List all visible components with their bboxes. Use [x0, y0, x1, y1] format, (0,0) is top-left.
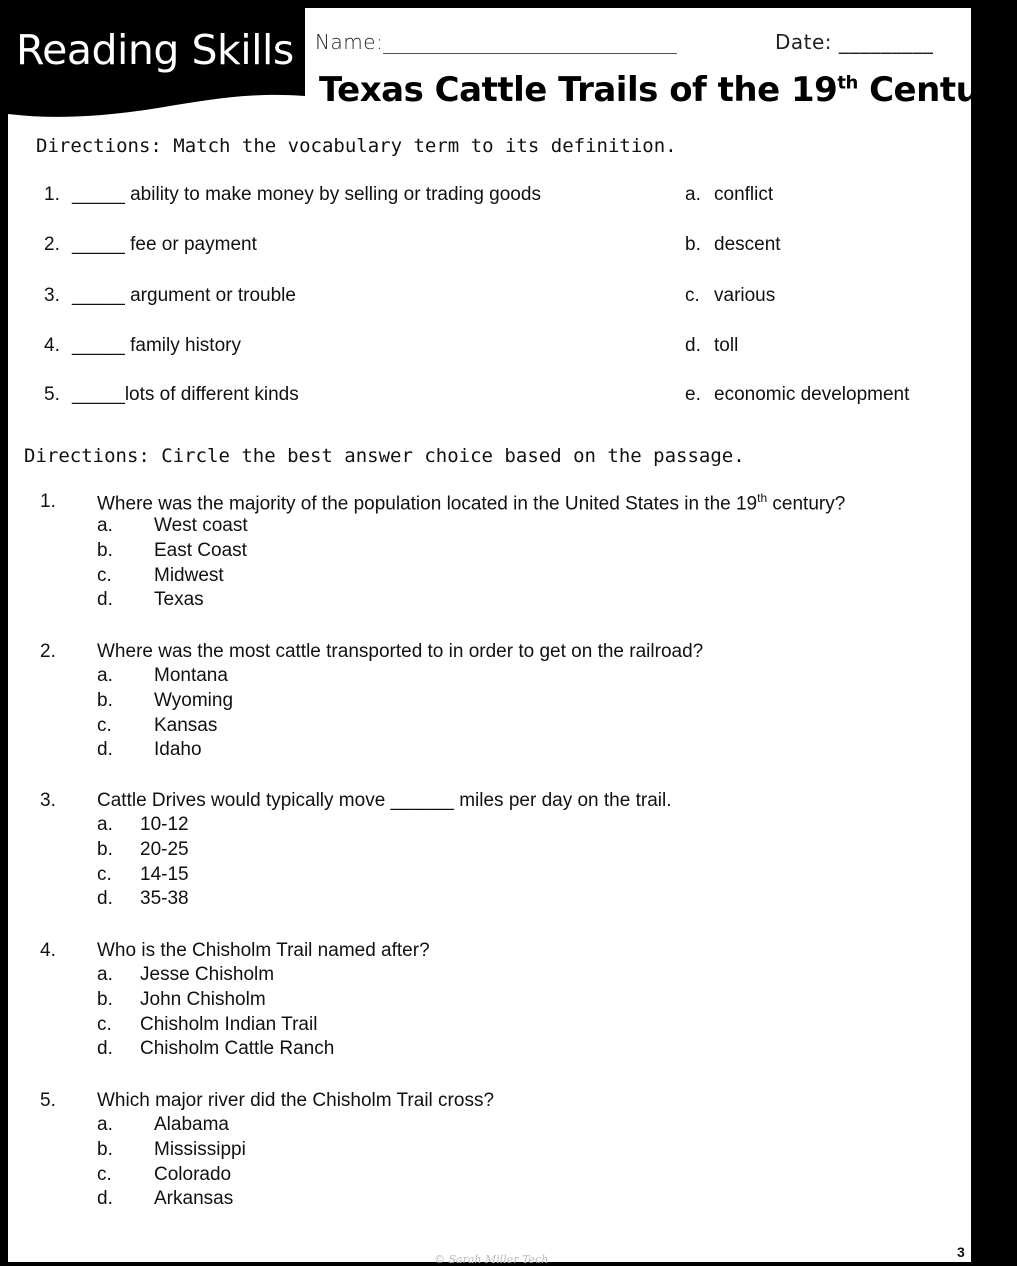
vocab-number: 3.: [44, 285, 60, 306]
vocab-number: 1.: [44, 184, 60, 205]
name-blank[interactable]: ____________________________: [383, 30, 678, 54]
page-number: 3: [957, 1244, 965, 1260]
option-letter: b.: [97, 690, 113, 711]
vocab-term: conflict: [714, 184, 774, 205]
option-text[interactable]: West coast: [154, 515, 248, 536]
option-letter: b.: [97, 989, 113, 1010]
worksheet-page: [8, 8, 1017, 1266]
name-field[interactable]: [315, 30, 677, 54]
option-text[interactable]: Chisholm Cattle Ranch: [140, 1038, 335, 1059]
option-text[interactable]: Texas: [154, 589, 204, 610]
question-text: Who is the Chisholm Trail named after?: [97, 940, 430, 961]
option-letter: c.: [97, 565, 112, 586]
option-letter: a.: [97, 1114, 113, 1135]
vocab-definition[interactable]: _____ argument or trouble: [72, 285, 296, 306]
option-letter: a.: [97, 515, 113, 536]
question-number: 2.: [40, 641, 56, 662]
vocab-letter: b.: [685, 234, 701, 255]
option-letter: b.: [97, 1139, 113, 1160]
option-letter: a.: [97, 665, 113, 686]
vocab-letter: d.: [685, 335, 701, 356]
option-letter: a.: [97, 814, 113, 835]
vocab-number: 2.: [44, 234, 60, 255]
date-blank[interactable]: _________: [838, 30, 934, 54]
option-letter: c.: [97, 864, 112, 885]
vocab-letter: c.: [685, 285, 700, 306]
option-letter: c.: [97, 715, 112, 736]
question-text: Where was the most cattle transported to in order to get on the railroad?: [97, 641, 704, 662]
option-letter: d.: [97, 1038, 113, 1059]
question-number: 1.: [40, 491, 56, 512]
option-text[interactable]: Mississippi: [154, 1139, 246, 1160]
question-number: 5.: [40, 1090, 56, 1111]
vocab-definition[interactable]: _____ ability to make money by selling or trading goods: [72, 184, 541, 205]
option-letter: d.: [97, 888, 113, 909]
option-text[interactable]: Montana: [154, 665, 228, 686]
vocab-letter: a.: [685, 184, 701, 205]
option-text[interactable]: Chisholm Indian Trail: [140, 1014, 318, 1035]
option-letter: d.: [97, 589, 113, 610]
option-text[interactable]: Kansas: [154, 715, 218, 736]
worksheet-title: Texas Cattle Trails of the 19th Century: [319, 70, 1017, 110]
option-text[interactable]: Wyoming: [154, 690, 234, 711]
option-letter: b.: [97, 839, 113, 860]
vocab-definition[interactable]: _____ family history: [72, 335, 241, 356]
option-text[interactable]: Midwest: [154, 565, 224, 586]
option-text[interactable]: Arkansas: [154, 1188, 234, 1209]
option-text[interactable]: Idaho: [154, 739, 202, 760]
vocab-letter: e.: [685, 384, 701, 405]
question-number: 4.: [40, 940, 56, 961]
vocab-number: 4.: [44, 335, 60, 356]
option-text[interactable]: 10-12: [140, 814, 189, 835]
vocab-term: various: [714, 285, 776, 306]
date-field[interactable]: [775, 30, 933, 54]
option-letter: c.: [97, 1014, 112, 1035]
option-text[interactable]: John Chisholm: [140, 989, 266, 1010]
vocab-directions: Directions: Match the vocabulary term to its definition.: [36, 135, 677, 157]
option-text[interactable]: 20-25: [140, 839, 189, 860]
vocab-definition[interactable]: _____ fee or payment: [72, 234, 257, 255]
vocab-definition[interactable]: _____lots of different kinds: [72, 384, 299, 405]
option-text[interactable]: Colorado: [154, 1164, 232, 1185]
option-text[interactable]: Alabama: [154, 1114, 229, 1135]
option-text[interactable]: 35-38: [140, 888, 189, 909]
option-letter: a.: [97, 964, 113, 985]
option-text[interactable]: 14-15: [140, 864, 189, 885]
reading-skills-badge: [8, 8, 305, 124]
badge-label: Reading Skills: [16, 26, 294, 74]
vocab-term: toll: [714, 335, 739, 356]
name-label: Name:: [315, 30, 384, 54]
vocab-term: descent: [714, 234, 781, 255]
question-text: Where was the majority of the population located in the United States in the 19th century?: [97, 491, 846, 515]
question-text: Cattle Drives would typically move ______ miles per day on the trail.: [97, 790, 672, 811]
date-label: Date:: [775, 30, 833, 54]
vocab-number: 5.: [44, 384, 60, 405]
question-number: 3.: [40, 790, 56, 811]
copyright-footer: © Sarah Miller Tech: [434, 1253, 549, 1266]
option-letter: d.: [97, 739, 113, 760]
option-text[interactable]: Jesse Chisholm: [140, 964, 275, 985]
option-letter: d.: [97, 1188, 113, 1209]
question-text: Which major river did the Chisholm Trail cross?: [97, 1090, 495, 1111]
option-letter: b.: [97, 540, 113, 561]
option-text[interactable]: East Coast: [154, 540, 247, 561]
vocab-term: economic development: [714, 384, 910, 405]
option-letter: c.: [97, 1164, 112, 1185]
quiz-directions: Directions: Circle the best answer choice based on the passage.: [24, 445, 745, 467]
